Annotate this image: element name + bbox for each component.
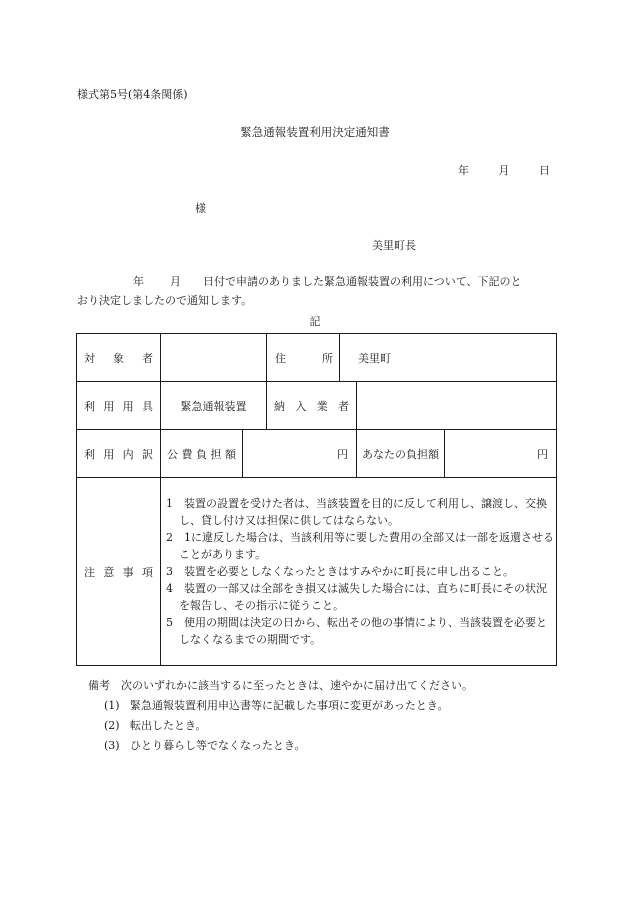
note-item: 3 装置を必要としなくなったときはすみやかに町長に申し出ること。 [166, 565, 514, 578]
body-year: 年 [133, 275, 144, 288]
equipment-value: 緊急通報装置 [161, 382, 267, 430]
label-breakdown: 利 用 内 訳 [77, 430, 161, 478]
vendor-value [357, 382, 557, 430]
recipient-suffix: 様 [195, 202, 206, 215]
decision-table [76, 333, 557, 666]
document-title: 緊急通報装置利用決定通知書 [240, 125, 390, 139]
remarks-item: (2) 転出したとき。 [104, 719, 207, 732]
address-cell [267, 334, 557, 382]
your-burden-label: あなたの負担額 [357, 430, 445, 478]
ki-heading: 記 [309, 315, 321, 328]
issuer: 美里町長 [372, 239, 416, 252]
your-burden-value: 円 [445, 430, 557, 478]
remarks-item: (1) 緊急通報装置利用申込書等に記載した事項に変更があったとき。 [104, 699, 449, 712]
note-item: 5 使用の期間は決定の日から、転出その他の事情により、当該装置を必要としなくなるまでの期間です。 [166, 616, 547, 646]
body-line-1-rest: 日付で申請のありました緊急通報装置の利用について、下記のと [203, 275, 522, 288]
body-line-2: おり決定しましたので通知します。 [77, 294, 253, 307]
row-breakdown [77, 430, 557, 478]
public-burden-label: 公 費 負 担 額 [161, 430, 243, 478]
remarks-heading: 備考 次のいずれかに該当するに至ったときは、速やかに届け出てください。 [88, 679, 473, 692]
address-value: 美里町 [358, 351, 391, 365]
row-target-person [77, 334, 557, 382]
body-month: 月 [170, 275, 181, 288]
label-target-person: 対 象 者 [77, 334, 161, 382]
form-number: 様式第5号(第4条関係) [77, 88, 188, 101]
public-burden-value: 円 [243, 430, 357, 478]
body-line-1 [77, 272, 555, 291]
label-equipment: 利 用 用 具 [77, 382, 161, 430]
notes-list [161, 478, 557, 666]
address-label: 住 所 [267, 334, 340, 381]
note-item: 1 装置の設置を受けた者は、当該装置を目的に反して利用し、譲渡し、交換し、貸し付け又は担保に供してはならない。 [166, 497, 547, 527]
date-day: 日 [539, 164, 550, 177]
label-notes: 注 意 事 項 [77, 478, 161, 666]
date-year: 年 [458, 164, 469, 177]
label-vendor: 納 入 業 者 [267, 382, 357, 430]
date-line [418, 162, 550, 178]
note-item: 4 装置の一部又は全部をき損又は滅失した場合には、直ちに町長にその状況を報告し、その指示に従うこと。 [166, 582, 547, 612]
target-person-value [161, 334, 267, 382]
note-item: 2 1に違反した場合は、当該利用等に要した費用の全部又は一部を返還させることがあります。 [166, 531, 554, 561]
row-equipment [77, 382, 557, 430]
date-month: 月 [498, 164, 510, 177]
body-text [77, 272, 555, 310]
row-notes [77, 478, 557, 666]
remarks-item: (3) ひとり暮らし等でなくなったとき。 [104, 739, 306, 752]
